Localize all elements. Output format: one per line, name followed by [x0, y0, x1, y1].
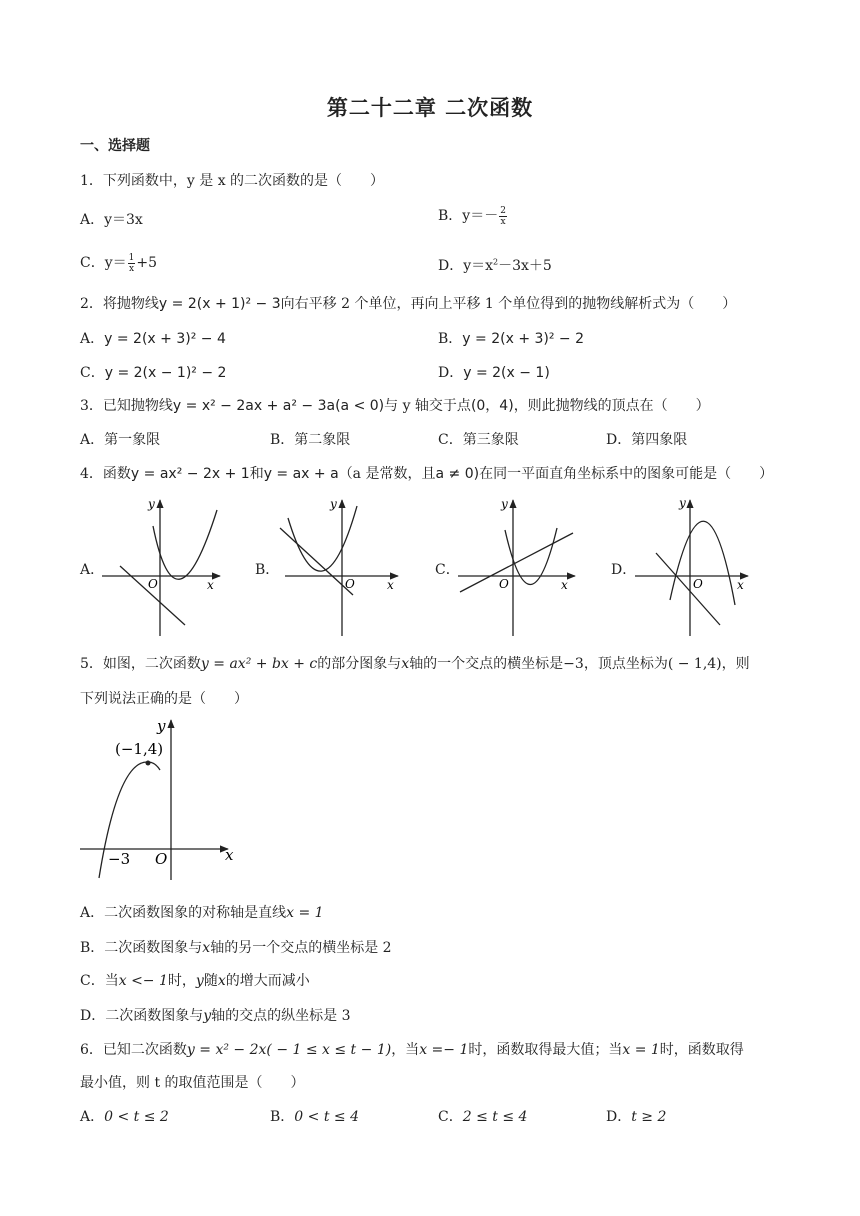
parabola [153, 510, 217, 579]
q6-option-c: C．2 ≤ t ≤ 4 [438, 1109, 528, 1125]
q5-y-label: y [157, 717, 166, 735]
q2-option-d: D．y = 2(x − 1) [438, 365, 550, 381]
section-heading: 一、选择题 [80, 138, 150, 154]
q5-option-c: C．当x <− 1时，y随x的增大而减小 [80, 973, 310, 989]
q1-option-d: D．$y=x^2-3x+5$ [438, 257, 552, 274]
q4-graph-a [102, 500, 220, 636]
q4-label-c: C． [435, 562, 460, 578]
q6-option-a: A．0 < t ≤ 2 [80, 1109, 169, 1125]
x-label: x [387, 578, 394, 592]
q3-option-c: C．第三象限 [438, 432, 519, 448]
q3-stem: 3．已知抛物线y = x² − 2ax + a² − 3a(a < 0)与 y 轴交于点(0，4)，则此抛物线的顶点在（ ） [80, 398, 710, 414]
q4-label-d: D． [611, 562, 637, 578]
q1-option-b: B．y＝－ $\frac{2}{x}$ [438, 205, 506, 227]
q5-option-a: A．二次函数图象的对称轴是直线x = 1 [80, 905, 324, 921]
q6-stem-line2: 最小值，则 t 的取值范围是（ ） [80, 1075, 305, 1091]
q5-option-b: B．二次函数图象与x轴的另一个交点的横坐标是 2 [80, 940, 392, 956]
q1-option-c: C．y＝ $\frac{1}{x}$ +5 [80, 252, 157, 274]
q4-graph-d [635, 500, 748, 636]
y-label: y [679, 496, 686, 510]
y-label: y [501, 497, 508, 511]
x-label: x [207, 578, 214, 592]
origin-label: O [345, 577, 355, 591]
page-title: 第二十二章 二次函数 [326, 96, 534, 120]
origin-label: O [499, 577, 509, 591]
line [460, 533, 573, 592]
parabola [288, 506, 357, 571]
q6-stem-line1: 6．已知二次函数y = x² − 2x( − 1 ≤ x ≤ t − 1)，当x =− 1时，函数取得最大值；当x = 1时，函数取得 [80, 1042, 744, 1058]
x-label: x [737, 578, 744, 592]
q4-label-b: B． [255, 562, 280, 578]
q5-x-label: x [225, 846, 234, 864]
q5-origin-label: O [155, 850, 168, 868]
q5-neg3-label: −3 [108, 850, 131, 868]
y-label: y [148, 497, 155, 511]
q4-graph-b [280, 500, 398, 636]
line [656, 553, 720, 625]
q3-option-d: D．第四象限 [606, 432, 688, 448]
q2-option-a: A．y = 2(x + 3)² − 4 [80, 331, 226, 347]
q5-vertex-label: (−1,4) [115, 740, 164, 758]
y-label: y [330, 497, 337, 511]
q5-option-d: D．二次函数图象与y轴的交点的纵坐标是 3 [80, 1008, 351, 1024]
q3-option-b: B．第二象限 [270, 432, 351, 448]
line [120, 566, 185, 625]
q4-label-a: A． [80, 562, 105, 578]
q4-stem: 4．函数y = ax² − 2x + 1和y = ax + a（a 是常数，且a ≠ 0)在同一平面直角坐标系中的图象可能是（ ） [80, 466, 774, 482]
q4-graph-c [458, 500, 575, 636]
origin-label: O [148, 577, 158, 591]
q6-option-b: B．0 < t ≤ 4 [270, 1109, 359, 1125]
q2-option-b: B．y = 2(x + 3)² − 2 [438, 331, 585, 347]
q2-stem: 2．将抛物线y = 2(x + 1)² − 3向右平移 2 个单位，再向上平移 1 个单位得到的抛物线解析式为（ ） [80, 296, 737, 312]
x-label: x [561, 578, 568, 592]
q2-option-c: C．y = 2(x − 1)² − 2 [80, 365, 227, 381]
q3-option-a: A．第一象限 [80, 432, 161, 448]
q5-stem-line2: 下列说法正确的是（ ） [80, 691, 248, 707]
parabola [670, 521, 735, 605]
q6-option-d: D．t ≥ 2 [606, 1109, 667, 1125]
q5-stem-line1: 5．如图，二次函数y = ax² + bx + c的部分图象与x轴的一个交点的横坐标是−3，顶点坐标为( − 1,4)，则 [80, 656, 750, 672]
q1-option-a: A．y＝3x [80, 212, 143, 228]
origin-label: O [693, 577, 703, 591]
vertex-point [146, 761, 151, 766]
q1-stem: 1．下列函数中，y 是 x 的二次函数的是（ ） [80, 173, 385, 189]
